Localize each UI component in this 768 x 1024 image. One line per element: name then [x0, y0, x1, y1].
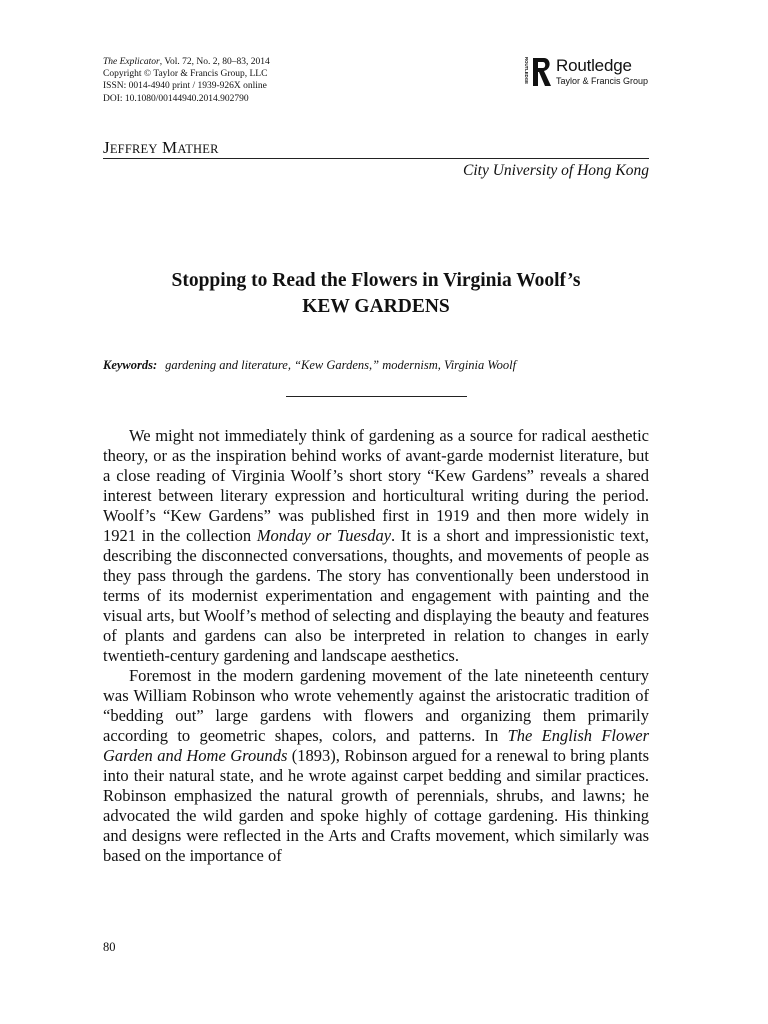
article-body	[103, 426, 649, 866]
routledge-r-logo-icon	[524, 55, 554, 89]
title-line: KEW GARDENS	[302, 296, 450, 317]
keywords	[103, 358, 516, 373]
paragraph: Foremost in the modern gardening movement of the late nineteenth century was William Robinson who wrote vehemently against the aristocratic tradition of “bedding out” large gardens with flowers and organizing them primarily according to geometric shapes, colors, and patterns. In The English Flower Garden and Home Grounds (1893), Robinson argued for a renewal to bring plants into their natural state, and he wrote against carpet bedding and similar practices. Robinson emphasized the natural growth of perennials, shrubs, and lawns; he advocated the wild garden and spoke highly of cottage gardening. His thinking and designs were reflected in the Arts and Crafts movement, which similarly was based on the importance of	[103, 666, 649, 865]
author-name: JEFFREY MATHER	[103, 138, 219, 157]
publisher-logo	[524, 55, 654, 91]
article-title	[103, 268, 649, 320]
keywords-label: Keywords:	[103, 358, 158, 372]
doi-line: DOI: 10.1080/00144940.2014.902790	[103, 93, 249, 104]
paragraph: We might not immediately think of gardening as a source for radical aesthetic theory, or as the inspiration behind works of avant-garde modernist literature, but a close reading of Virginia Woolf’s short story “Kew Gardens” reveals a shared interest between literary expression and horticultural writing during the period. Woolf’s “Kew Gardens” was published first in 1919 and then more widely in 1921 in the collection Monday or Tuesday. It is a short and impressionistic text, describing the disconnected conversations, thoughts, and movements of people as they pass through the gardens. The story has conventionally been understood in terms of its modernist experimentation and engagement with painting and the visual arts, but Woolf’s method of selecting and displaying the beauty and features of plants and gardens can also be interpreted in relation to changes in early twentieth-century gardening and landscape aesthetics.	[103, 426, 649, 665]
author-divider	[103, 158, 649, 159]
keywords-list: gardening and literature, “Kew Gardens,” modernism, Virginia Woolf	[165, 358, 517, 372]
author-affiliation: City University of Hong Kong	[463, 162, 649, 179]
logo-vertical-text: ROUTLEDGE	[524, 57, 529, 84]
publisher-wordmark	[556, 56, 648, 87]
publisher-group: Taylor & Francis Group	[556, 76, 649, 86]
journal-name: The Explicator	[103, 57, 160, 67]
title-line: Stopping to Read the Flowers in Virginia Woolf’s	[171, 270, 581, 291]
citation-volume: , Vol. 72, No. 2, 80–83, 2014	[159, 57, 270, 67]
publisher-name: Routledge	[556, 56, 632, 75]
section-divider	[286, 396, 467, 397]
citation-line	[103, 56, 403, 68]
page-number: 80	[103, 940, 116, 954]
citation-block	[103, 56, 403, 105]
copyright-line: Copyright © Taylor & Francis Group, LLC	[103, 69, 268, 80]
issn-line: ISSN: 0014-4940 print / 1939-926X online	[103, 81, 267, 92]
